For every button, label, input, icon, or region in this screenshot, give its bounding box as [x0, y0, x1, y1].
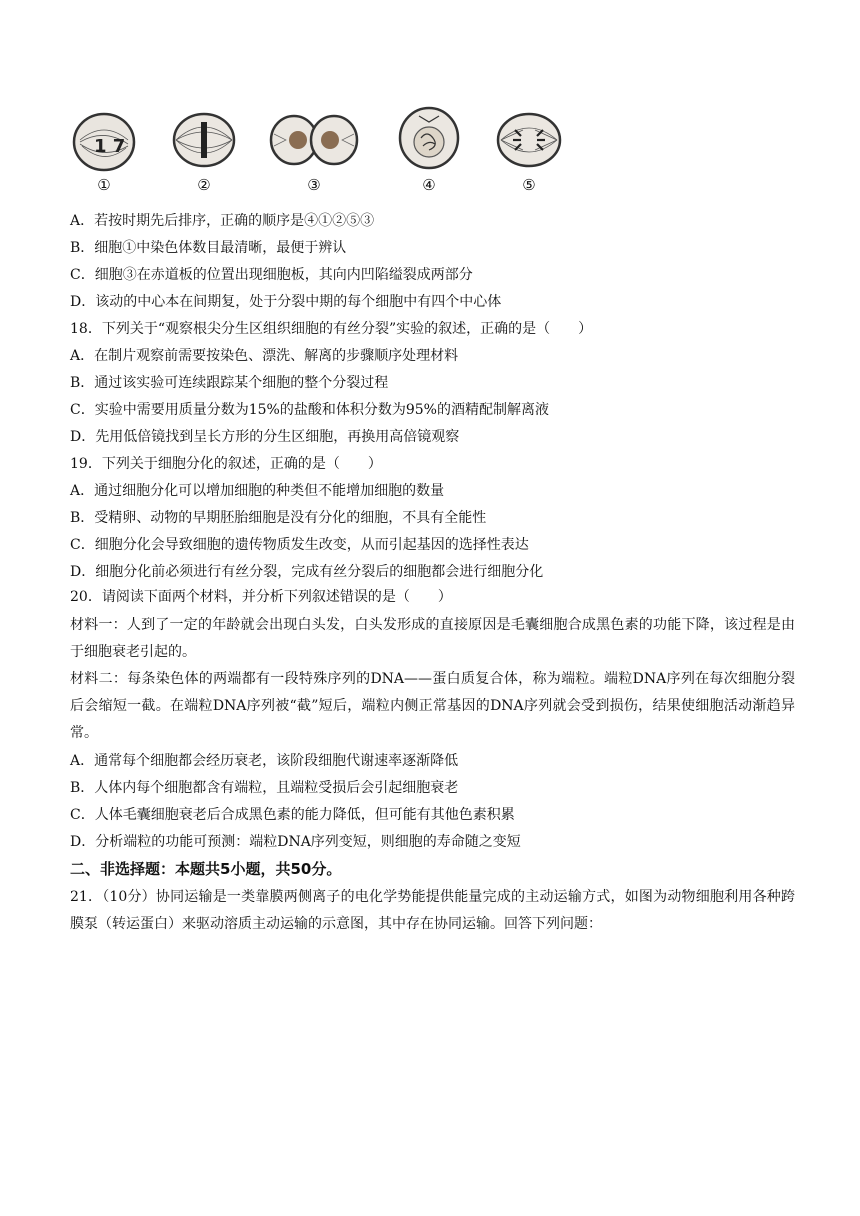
cell-2-image [168, 100, 240, 176]
q19-option-c: C．细胞分化会导致细胞的遗传物质发生改变，从而引起基因的选择性表达 [70, 537, 529, 553]
q18-option-a: A．在制片观察前需要按染色、漂洗、解离的步骤顺序处理材料 [70, 348, 459, 364]
q17-option-b: B．细胞①中染色体数目最清晰，最便于辨认 [70, 240, 347, 256]
cell-3 [268, 100, 360, 198]
q18-option-b: B．通过该实验可连续跟踪某个细胞的整个分裂过程 [70, 375, 389, 391]
q20-material-2: 材料二：每条染色体的两端都有一段特殊序列的DNA——蛋白质复合体，称为端粒。端粒DNA序列在每次细胞分裂后会缩短一截。在端粒DNA序列被“截”短后，端粒内侧正常基因的DNA序列就会受到损伤，结果使细胞活动渐趋异常。 [70, 671, 795, 741]
cell-1-label: ① [97, 176, 111, 194]
cell-4-image [393, 100, 465, 176]
cell-2-label: ② [197, 176, 211, 194]
cell-1 [68, 100, 140, 198]
q19-option-b: B．受精卵、动物的早期胚胎细胞是没有分化的细胞，不具有全能性 [70, 510, 487, 526]
cell-4-label: ④ [422, 176, 436, 194]
cell-4 [393, 100, 465, 198]
q20-option-b: B．人体内每个细胞都含有端粒，且端粒受损后会引起细胞衰老 [70, 780, 459, 796]
section-2-heading: 二、非选择题：本题共5小题，共50分。 [70, 860, 342, 878]
q17-option-d: D．该动的中心本在间期复，处于分裂中期的每个细胞中有四个中心体 [70, 294, 502, 310]
cell-2 [168, 100, 240, 198]
q19-option-a: A．通过细胞分化可以增加细胞的种类但不能增加细胞的数量 [70, 483, 445, 499]
mitosis-figure [68, 100, 568, 198]
q21-stem: 21．（10分）协同运输是一类靠膜两侧离子的电化学势能提供能量完成的主动运输方式，如图为动物细胞利用各种跨膜泵（转运蛋白）来驱动溶质主动运输的示意图，其中存在协同运输。回答下列问题： [70, 889, 795, 932]
q20-option-d: D．分析端粒的功能可预测：端粒DNA序列变短，则细胞的寿命随之变短 [70, 834, 521, 850]
q18-stem: 18．下列关于“观察根尖分生区组织细胞的有丝分裂”实验的叙述，正确的是（ ） [70, 321, 593, 337]
cell-3-label: ③ [307, 176, 321, 194]
q17-option-a: A．若按时期先后排序，正确的顺序是④①②⑤③ [70, 213, 375, 229]
cell-5 [493, 100, 565, 198]
q20-stem: 20．请阅读下面两个材料，并分析下列叙述错误的是（ ） [70, 589, 452, 605]
q18-option-c: C．实验中需要用质量分数为15%的盐酸和体积分数为95%的酒精配制解离液 [70, 402, 549, 418]
q17-option-c: C．细胞③在赤道板的位置出现细胞板，其向内凹陷缢裂成两部分 [70, 267, 473, 283]
q19-stem: 19．下列关于细胞分化的叙述，正确的是（ ） [70, 456, 382, 472]
q20-option-a: A．通常每个细胞都会经历衰老，该阶段细胞代谢速率逐渐降低 [70, 753, 459, 769]
cell-5-image [493, 100, 565, 176]
svg-text:1 7: 1 7 [94, 136, 126, 157]
q20-option-c: C．人体毛囊细胞衰老后合成黑色素的能力降低，但可能有其他色素积累 [70, 807, 515, 823]
q20-material-1: 材料一：人到了一定的年龄就会出现白头发，白头发形成的直接原因是毛囊细胞合成黑色素的功能下降，该过程是由于细胞衰老引起的。 [70, 617, 795, 660]
q19-option-d: D．细胞分化前必须进行有丝分裂，完成有丝分裂后的细胞都会进行细胞分化 [70, 564, 544, 580]
cell-5-label: ⑤ [522, 176, 536, 194]
cell-3-image [268, 100, 360, 176]
cell-1-image [68, 100, 140, 176]
q18-option-d: D．先用低倍镜找到呈长方形的分生区细胞，再换用高倍镜观察 [70, 429, 460, 445]
